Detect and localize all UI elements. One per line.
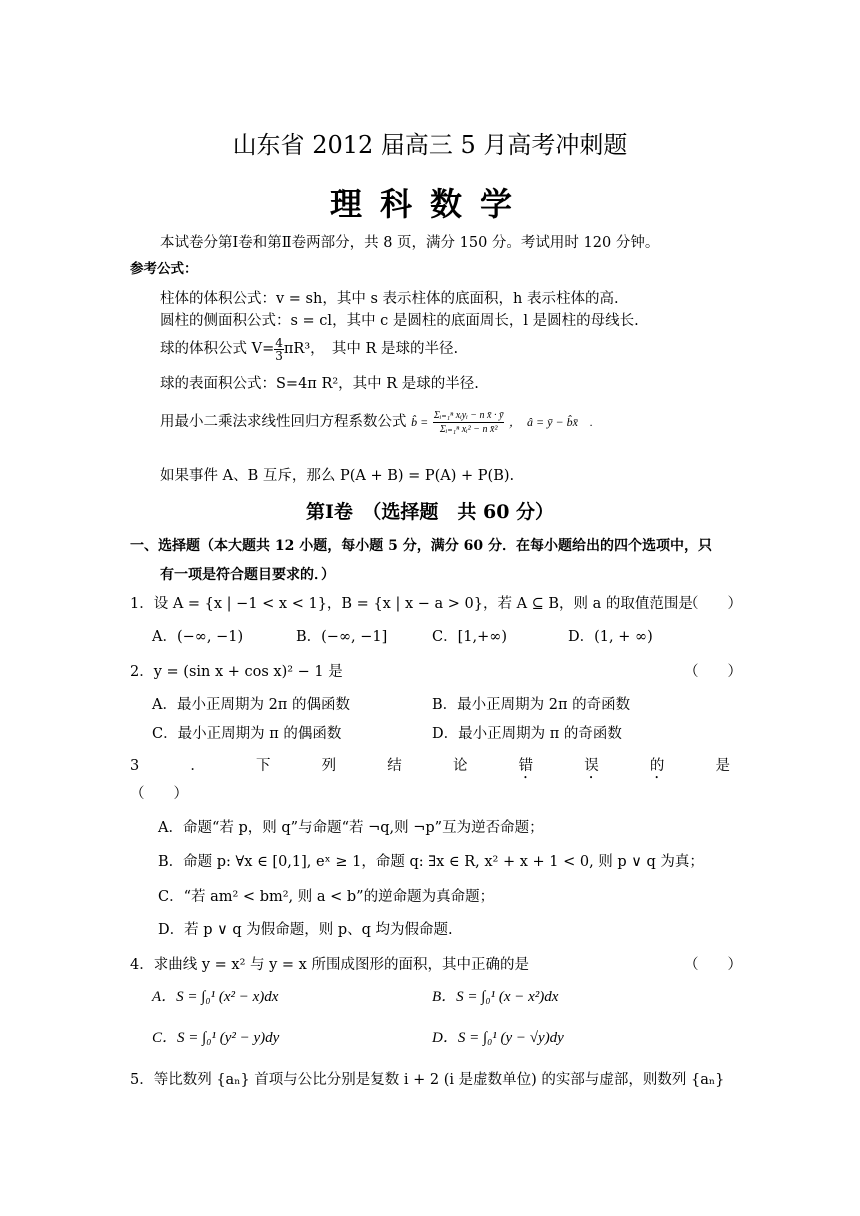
formula-prism-volume: 柱体的体积公式：v = sh，其中 s 表示柱体的底面积，h 表示柱体的高. [160, 291, 619, 307]
question-3-word: 下 [256, 758, 271, 774]
question-4-stem: 4．求曲线 y = x² 与 y = x 所围成图形的面积，其中正确的是 [130, 957, 529, 973]
question-3-answer-paren: （ ） [130, 786, 188, 802]
regression-denominator: Σᵢ₌₁ⁿ xᵢ² − n x̄² [439, 423, 498, 435]
question-3-word: 论 [452, 758, 468, 774]
question-3-word: 3 [130, 758, 140, 774]
question-2-option-c: C．最小正周期为 π 的偶函数 [152, 726, 342, 742]
formula-cylinder-lateral: 圆柱的侧面积公式：s = cl，其中 c 是圆柱的底面周长，l 是圆柱的母线长. [160, 313, 639, 329]
question-3-word: 结 [387, 758, 402, 774]
question-5-stem: 5．等比数列 {aₙ} 首项与公比分别是复数 i + 2 (i 是虚数单位) 的实部与虚部，则数列 {aₙ} [130, 1072, 725, 1088]
formula-regression [160, 400, 593, 444]
question-3-word-emphasis: 错 [518, 758, 534, 774]
question-2-option-d: D．最小正周期为 π 的奇函数 [432, 726, 622, 742]
formula-mutually-exclusive: 如果事件 A、B 互斥，那么 P(A + B) = P(A) + P(B). [160, 468, 515, 484]
question-1-option-b: B．(−∞, −1] [296, 629, 388, 645]
question-3-word: 是 [715, 758, 730, 774]
regression-prefix: 用最小二乘法求线性回归方程系数公式 [160, 414, 407, 430]
regression-a-hat: ， â = ȳ − b̂x̄ . [509, 415, 593, 429]
question-3-word: 列 [321, 758, 337, 774]
question-2-answer-paren: （ ） [684, 664, 742, 680]
question-3-word-emphasis: 的 [649, 758, 665, 774]
question-4-option-c: C．S = ∫₀¹ (y² − y)dy [152, 1030, 280, 1046]
question-3-word-emphasis: 误 [584, 758, 599, 774]
question-2-option-b: B．最小正周期为 2π 的奇函数 [432, 697, 631, 713]
fraction-denominator: 3 [275, 348, 283, 363]
regression-fraction [433, 409, 505, 436]
subject-title: 理科数学 [329, 185, 530, 223]
formula-sphere-volume [160, 331, 458, 367]
question-1-option-c: C．[1,+∞) [432, 629, 507, 645]
question-3-option-b: B．命题 p: ∀x ∈ [0,1], eˣ ≥ 1，命题 q: ∃x ∈ R, x² + x + 1 < 0, 则 p ∨ q 为真； [158, 854, 704, 870]
regression-numerator: Σᵢ₌₁ⁿ xᵢyᵢ − n x̄ · ȳ [433, 409, 504, 421]
question-3-stem [130, 756, 730, 782]
question-4-option-a: A．S = ∫₀¹ (x² − x)dx [152, 989, 279, 1005]
section-instruction-line2: 有一项是符合题目要求的．） [160, 567, 335, 583]
exam-title: 山东省 2012 届高三 5 月高考冲刺题 [232, 131, 628, 159]
question-3-option-a: A．命题“若 p，则 q”与命题“若 ¬q,则 ¬p”互为逆否命题； [158, 820, 544, 836]
question-1-stem: 1．设 A = {x | −1 < x < 1}，B = {x | x − a > 0}，若 A ⊆ B，则 a 的取值范围是 [130, 596, 693, 612]
formulas-heading: 参考公式： [130, 261, 198, 277]
question-1-answer-paren: （ ） [684, 596, 742, 612]
exam-intro: 本试卷分第Ⅰ卷和第Ⅱ卷两部分，共 8 页，满分 150 分。考试用时 120 分钟。 [160, 235, 660, 251]
question-4-answer-paren: （ ） [684, 957, 742, 973]
question-1-option-d: D．(1, + ∞) [568, 629, 653, 645]
sphere-volume-fraction [274, 337, 284, 362]
question-4-option-d: D．S = ∫₀¹ (y − √y)dy [432, 1030, 564, 1046]
section-instruction-line1: 一、选择题（本大题共 12 小题，每小题 5 分，满分 60 分．在每小题给出的四个选项中，只 [130, 538, 712, 554]
fraction-numerator: 4 [275, 335, 283, 350]
question-4-option-b: B．S = ∫₀¹ (x − x²)dx [432, 989, 559, 1005]
formula-sphere-area: 球的表面积公式：S=4π R²，其中 R 是球的半径. [160, 376, 479, 392]
sphere-volume-prefix: 球的体积公式 V= [160, 341, 275, 357]
sphere-volume-suffix: πR³， 其中 R 是球的半径. [283, 341, 459, 357]
question-3-word: ． [190, 758, 205, 774]
question-1-option-a: A．(−∞, −1) [152, 629, 244, 645]
question-2-stem: 2．y = (sin x + cos x)² − 1 是 [130, 664, 343, 680]
question-2-option-a: A．最小正周期为 2π 的偶函数 [152, 697, 350, 713]
section-title: 第Ⅰ卷 （选择题 共 60 分） [305, 501, 555, 523]
question-3-option-c: C．“若 am² < bm², 则 a < b”的逆命题为真命题； [158, 889, 495, 905]
question-3-option-d: D．若 p ∨ q 为假命题，则 p、q 均为假命题. [158, 922, 453, 938]
regression-b-hat: b̂ = [411, 415, 429, 429]
